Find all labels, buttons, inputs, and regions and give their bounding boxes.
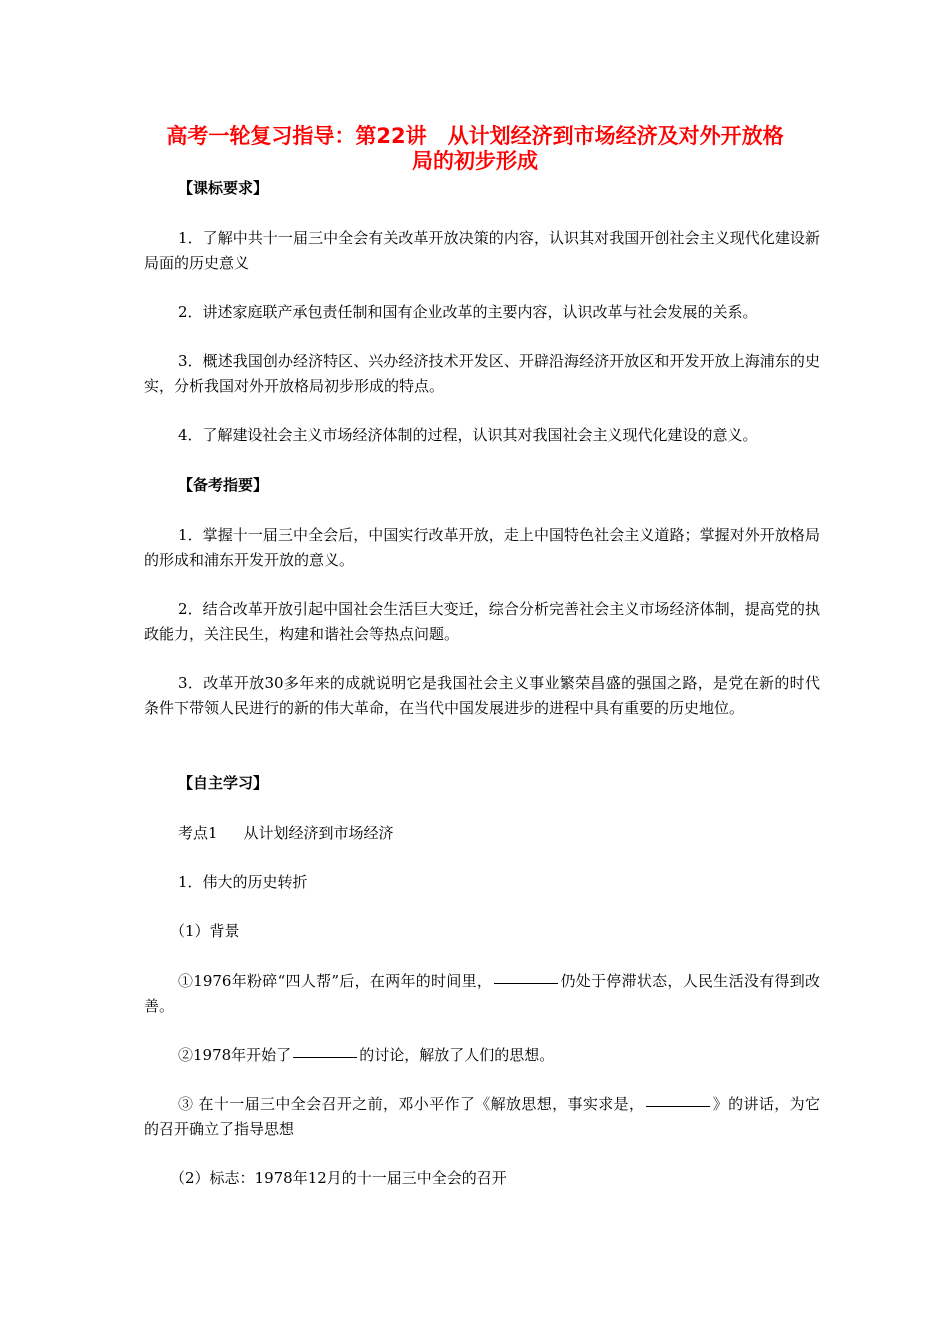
subheading-sign: （2）标志：1978年12月的十一届三中全会的召开	[170, 1169, 507, 1187]
point-1: 1．伟大的历史转折	[178, 873, 308, 891]
exam-item-1: 1．掌握十一届三中全会后，中国实行改革开放，走上中国特色社会主义道路；掌握对外开放格局的形成和浦东开发开放的意义。	[144, 526, 820, 569]
title-line-1: 高考一轮复习指导：第22讲 从计划经济到市场经济及对外开放格	[166, 124, 784, 148]
item-b-text-1: ②1978年开始了	[178, 1046, 292, 1064]
document-title	[140, 124, 810, 174]
title-line-2: 局的初步形成	[412, 149, 538, 173]
curriculum-item-4: 4．了解建设社会主义市场经济体制的过程，认识其对我国社会主义现代化建设的意义。	[178, 426, 758, 444]
curriculum-item-2: 2．讲述家庭联产承包责任制和国有企业改革的主要内容，认识改革与社会发展的关系。	[178, 303, 758, 321]
exam-item-2: 2．结合改革开放引起中国社会生活巨大变迁，综合分析完善社会主义市场经济体制，提高党的执政能力，关注民生，构建和谐社会等热点问题。	[144, 600, 820, 643]
fill-in-blank[interactable]	[646, 1104, 710, 1107]
item-a-text-1: ①1976年粉碎“四人帮”后，在两年的时间里，	[178, 972, 493, 990]
background-item-b	[144, 1043, 820, 1068]
fill-in-blank[interactable]	[494, 981, 558, 984]
exam-heading: 【备考指要】	[178, 476, 269, 494]
curriculum-heading: 【课标要求】	[178, 179, 269, 197]
exam-item-3: 3．改革开放30多年来的成就说明它是我国社会主义事业繁荣昌盛的强国之路，是党在新的时代条件下带领人民进行的新的伟大革命，在当代中国发展进步的进程中具有重要的历史地位。	[144, 674, 820, 717]
item-a-text-2: 仍处于停滞状态，人民生活没有得到改善。	[144, 972, 820, 1015]
item-c-text-2: 》的讲话，为它的召开确立了指导思想	[144, 1095, 820, 1138]
curriculum-item-1: 1．了解中共十一届三中全会有关改革开放决策的内容，认识其对我国开创社会主义现代化建设新局面的历史意义	[144, 229, 820, 272]
self-study-heading: 【自主学习】	[178, 774, 269, 792]
kaodian-label: 考点1	[178, 824, 218, 842]
kaodian-title: 从计划经济到市场经济	[243, 824, 394, 842]
item-b-text-2: 的讨论，解放了人们的思想。	[359, 1046, 555, 1064]
subheading-background: （1）背景	[170, 922, 240, 940]
fill-in-blank[interactable]	[293, 1055, 357, 1058]
curriculum-item-3: 3．概述我国创办经济特区、兴办经济技术开发区、开辟沿海经济开放区和开发开放上海浦东的史实，分析我国对外开放格局初步形成的特点。	[144, 352, 820, 395]
background-item-c	[144, 1092, 820, 1142]
background-item-a	[144, 969, 820, 1019]
kaodian-line	[178, 822, 394, 844]
item-c-text-1: ③ 在十一届三中全会召开之前，邓小平作了《解放思想，事实求是，	[178, 1095, 645, 1113]
